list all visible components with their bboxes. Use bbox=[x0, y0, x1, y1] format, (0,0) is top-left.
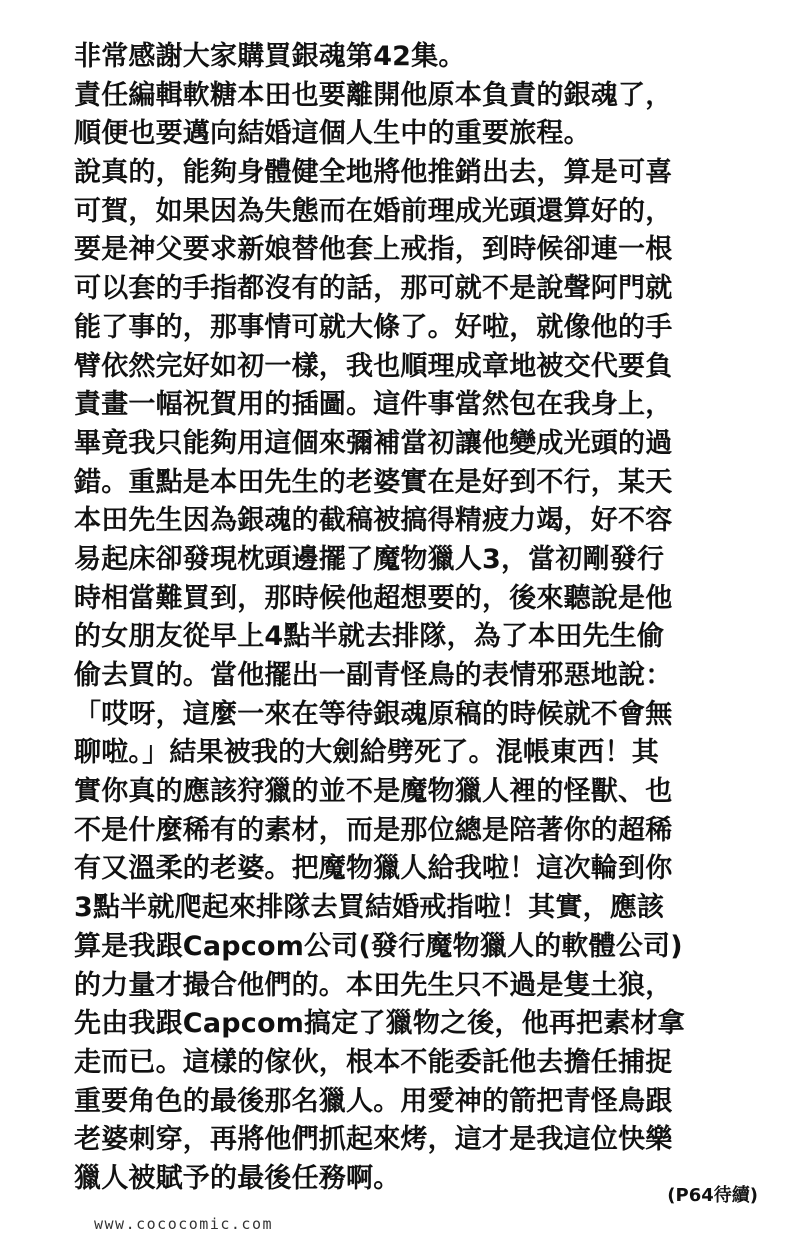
watermark-url: www.cococomic.com bbox=[94, 1215, 274, 1233]
text-line: 要是神父要求新娘替他套上戒指，到時候卻連一根 bbox=[74, 234, 673, 266]
text-line: 時相當難買到，那時候他超想要的，後來聽說是他 bbox=[74, 582, 673, 614]
text-line: 老婆刺穿，再將他們抓起來烤，這才是我這位快樂 bbox=[74, 1124, 673, 1156]
text-line: 可賀，如果因為失態而在婚前理成光頭還算好的， bbox=[74, 195, 673, 227]
text-line: 「哎呀，這麼一來在等待銀魂原稿的時候就不會無 bbox=[74, 698, 673, 730]
text-line: 3點半就爬起來排隊去買結婚戒指啦！其實，應該 bbox=[74, 892, 665, 924]
text-line: 易起床卻發現枕頭邊擺了魔物獵人3，當初剛發行 bbox=[74, 543, 665, 575]
author-note-text bbox=[74, 38, 734, 1199]
text-line: 不是什麼稀有的素材，而是那位總是陪著你的超稀 bbox=[74, 814, 673, 846]
text-line: 有又溫柔的老婆。把魔物獵人給我啦！這次輪到你 bbox=[74, 853, 673, 885]
continued-note: (P64待續) bbox=[667, 1185, 758, 1206]
text-line: 的女朋友從早上4點半就去排隊，為了本田先生偷 bbox=[74, 621, 665, 653]
text-line: 聊啦。」結果被我的大劍給劈死了。混帳東西！其 bbox=[74, 737, 659, 769]
text-line: 責畫一幅祝賀用的插圖。這件事當然包在我身上， bbox=[74, 389, 673, 421]
text-line: 畢竟我只能夠用這個來彌補當初讓他變成光頭的過 bbox=[74, 427, 673, 459]
text-line: 走而已。這樣的傢伙，根本不能委託他去擔任捕捉 bbox=[74, 1046, 673, 1078]
text-line: 實你真的應該狩獵的並不是魔物獵人裡的怪獸、也 bbox=[74, 776, 673, 808]
text-line: 算是我跟Capcom公司(發行魔物獵人的軟體公司) bbox=[74, 930, 683, 962]
text-line: 錯。重點是本田先生的老婆實在是好到不行，某天 bbox=[74, 466, 673, 498]
text-line: 可以套的手指都沒有的話，那可就不是說聲阿門就 bbox=[74, 273, 673, 305]
text-line: 責任編輯軟糖本田也要離開他原本負責的銀魂了， bbox=[74, 79, 673, 111]
text-line: 非常感謝大家購買銀魂第42集。 bbox=[74, 41, 466, 72]
text-line: 先由我跟Capcom搞定了獵物之後，他再把素材拿 bbox=[74, 1008, 685, 1040]
text-line: 臂依然完好如初一樣，我也順理成章地被交代要負 bbox=[74, 350, 673, 382]
text-line: 重要角色的最後那名獵人。用愛神的箭把青怪鳥跟 bbox=[74, 1085, 673, 1117]
text-line: 說真的，能夠身體健全地將他推銷出去，算是可喜 bbox=[74, 157, 673, 189]
text-line: 本田先生因為銀魂的截稿被搞得精疲力竭，好不容 bbox=[74, 505, 673, 537]
text-line: 的力量才撮合他們的。本田先生只不過是隻土狼， bbox=[74, 969, 673, 1001]
text-line: 順便也要邁向結婚這個人生中的重要旅程。 bbox=[74, 118, 591, 150]
text-line: 偷去買的。當他擺出一副青怪鳥的表情邪惡地說： bbox=[74, 660, 673, 691]
text-line: 能了事的，那事情可就大條了。好啦，就像他的手 bbox=[74, 311, 673, 343]
text-line: 獵人被賦予的最後任務啊。 bbox=[74, 1162, 401, 1194]
